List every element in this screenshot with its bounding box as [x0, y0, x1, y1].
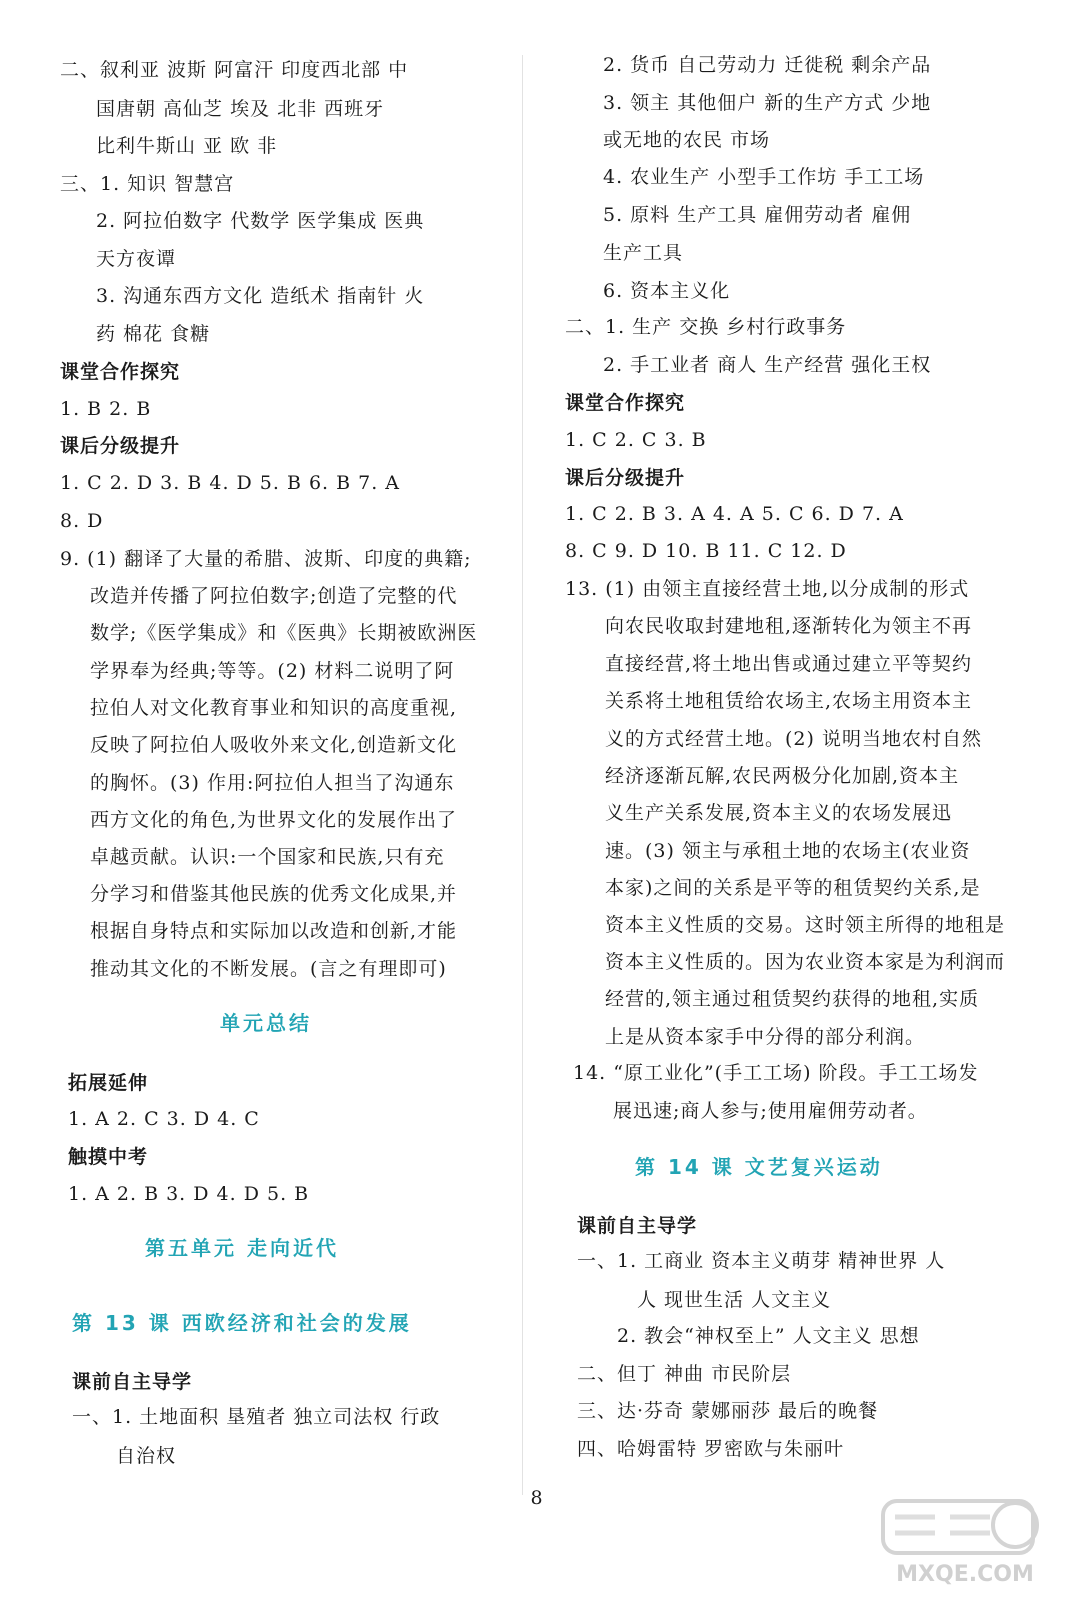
section-heading: 课前自主导学: [72, 1371, 193, 1393]
line: 3. 领主 其他佃户 新的生产方式 少地: [603, 92, 932, 114]
answer-line: 改造并传播了阿拉伯数字;创造了完整的代: [90, 585, 458, 607]
answer-line: 速。(3) 领主与承租土地的农场主(农业资: [605, 840, 971, 862]
answer-line: 经营的,领主通过租赁契约获得的地租,实质: [605, 988, 980, 1010]
answer-line: 拉伯人对文化教育事业和知识的高度重视,: [90, 697, 458, 719]
line: 3. 沟通东西方文化 造纸术 指南针 火: [96, 285, 425, 307]
answer-line: 经济逐渐瓦解,农民两极分化加剧,资本主: [605, 765, 960, 787]
answer-line: 上是从资本家手中分得的部分利润。: [605, 1026, 926, 1048]
answer-line: 1. B 2. B: [60, 398, 152, 420]
line: 天方夜谭: [96, 248, 177, 270]
section-heading: 课后分级提升: [565, 467, 686, 489]
watermark-logo-icon: [875, 1495, 1055, 1590]
watermark-logo: [875, 1495, 1055, 1590]
answer-line: 13. (1) 由领主直接经营土地,以分成制的形式: [565, 578, 970, 600]
answer-line: 根据自身特点和实际加以改造和创新,才能: [90, 920, 458, 942]
section-heading: 课堂合作探究: [60, 361, 181, 383]
unit-title: 第五单元 走向近代: [145, 1236, 339, 1260]
answer-line: 一、1. 工商业 资本主义萌芽 精神世界 人: [577, 1250, 946, 1272]
answer-line: 直接经营,将土地出售或通过建立平等契约: [605, 653, 973, 675]
answer-line: 义的方式经营土地。(2) 说明当地农村自然: [605, 728, 982, 750]
line: 比利牛斯山 亚 欧 非: [96, 135, 278, 157]
line: 2. 阿拉伯数字 代数学 医学集成 医典: [96, 210, 425, 232]
answer-line: 2. 教会“神权至上” 人文主义 思想: [617, 1325, 920, 1347]
answer-line: 四、哈姆雷特 罗密欧与朱丽叶: [577, 1438, 845, 1460]
line: 二、叙利亚 波斯 阿富汗 印度西北部 中: [60, 59, 409, 81]
answer-line: 推动其文化的不断发展。(言之有理即可): [90, 958, 447, 980]
line: 2. 货币 自己劳动力 迁徙税 剩余产品: [603, 54, 932, 76]
line: 5. 原料 生产工具 雇佣劳动者 雇佣: [603, 204, 912, 226]
section-heading: 课后分级提升: [60, 435, 181, 457]
answer-line: 本家)之间的关系是平等的租赁契约关系,是: [605, 877, 981, 899]
lesson-title: 第 14 课 文艺复兴运动: [635, 1155, 883, 1179]
line: 或无地的农民 市场: [603, 129, 771, 151]
answer-line: 二、但丁 神曲 市民阶层: [577, 1363, 792, 1385]
answer-line: 8. C 9. D 10. B 11. C 12. D: [565, 540, 847, 562]
answer-line: 向农民收取封建地租,逐渐转化为领主不再: [605, 615, 973, 637]
answer-line: 卓越贡献。认识:一个国家和民族,只有充: [90, 846, 445, 868]
line: 二、1. 生产 交换 乡村行政事务: [565, 316, 847, 338]
answer-line: 三、达·芬奇 蒙娜丽莎 最后的晚餐: [577, 1400, 879, 1422]
line: 6. 资本主义化: [603, 280, 731, 302]
watermark-text: MXQE.COM: [896, 1562, 1034, 1587]
answer-line: 资本主义性质的。因为农业资本家是为利润而: [605, 951, 1006, 973]
line: 2. 手工业者 商人 生产经营 强化王权: [603, 354, 932, 376]
answer-line: 义生产关系发展,资本主义的农场发展迅: [605, 802, 953, 824]
lesson-title: 第 13 课 西欧经济和社会的发展: [72, 1311, 412, 1335]
answer-line: 关系将土地租赁给农场主,农场主用资本主: [605, 690, 973, 712]
column-divider: [522, 55, 523, 1495]
answer-line: 1. A 2. C 3. D 4. C: [68, 1108, 260, 1130]
answer-line: 1. C 2. D 3. B 4. D 5. B 6. B 7. A: [60, 472, 401, 494]
answer-line: 一、1. 土地面积 垦殖者 独立司法权 行政: [72, 1406, 441, 1428]
answer-line: 学界奉为经典;等等。(2) 材料二说明了阿: [90, 660, 455, 682]
answer-line: 1. C 2. C 3. B: [565, 429, 707, 451]
unit-summary-title: 单元总结: [220, 1011, 312, 1035]
section-heading: 触摸中考: [68, 1146, 149, 1168]
answer-line: 西方文化的角色,为世界文化的发展作出了: [90, 809, 458, 831]
answer-line: 反映了阿拉伯人吸收外来文化,创造新文化: [90, 734, 458, 756]
answer-line: 的胸怀。(3) 作用:阿拉伯人担当了沟通东: [90, 772, 455, 794]
answer-line: 分学习和借鉴其他民族的优秀文化成果,并: [90, 883, 458, 905]
line: 国唐朝 高仙芝 埃及 北非 西班牙: [96, 98, 385, 120]
answer-line: 9. (1) 翻译了大量的希腊、波斯、印度的典籍;: [60, 548, 472, 570]
answer-line: 数学;《医学集成》和《医典》长期被欧洲医: [90, 622, 478, 644]
line: 生产工具: [603, 242, 684, 264]
section-heading: 课堂合作探究: [565, 392, 686, 414]
answer-line: 1. C 2. B 3. A 4. A 5. C 6. D 7. A: [565, 503, 904, 525]
answer-line: 1. A 2. B 3. D 4. D 5. B: [68, 1183, 310, 1205]
answer-line: 资本主义性质的交易。这时领主所得的地租是: [605, 914, 1006, 936]
line: 药 棉花 食糖: [96, 323, 211, 345]
line: 4. 农业生产 小型手工作坊 手工工场: [603, 166, 925, 188]
answer-line: 自治权: [116, 1445, 177, 1467]
answer-line: 8. D: [60, 510, 104, 532]
section-heading: 拓展延伸: [68, 1072, 149, 1094]
answer-line: 14. “原工业化”(手工工场) 阶段。手工工场发: [573, 1062, 979, 1084]
answer-line: 展迅速;商人参与;使用雇佣劳动者。: [613, 1100, 928, 1122]
answer-line: 人 现世生活 人文主义: [637, 1289, 832, 1311]
section-heading: 课前自主导学: [577, 1215, 698, 1237]
line: 三、1. 知识 智慧宫: [60, 173, 235, 195]
page-number: 8: [530, 1487, 543, 1509]
